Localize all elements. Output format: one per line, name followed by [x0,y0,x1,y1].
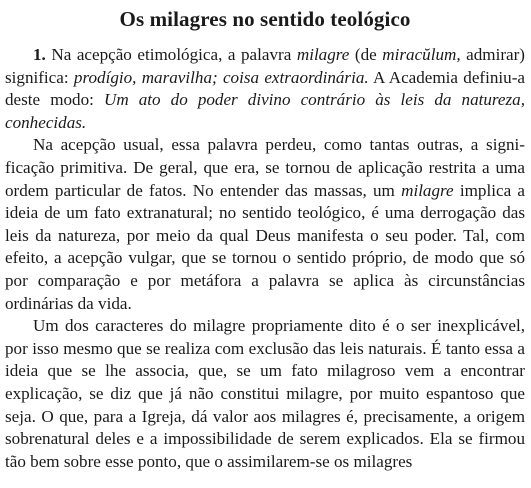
text-span: admirar) significa: [5,45,526,87]
text-span: A Academia definiu-a deste modo: [5,67,525,110]
italic-term: milagre [401,180,454,200]
text-span: implica a ideia de um fato extranatural; no sentido teológico, é uma derrogação das leis da natureza, por meio da qual Deus manifesta o seu poder. Tal, com efeito, a acepção vulgar, que se tornou o sentido próprio, de modo que só por comparação e por metáfora a palavra se aplica às circunstâncias ordinárias da vida. [5,180,525,313]
italic-term: milagre [296,45,350,64]
paragraph-2 [5,134,525,315]
text-span: Na acepção usual, essa palavra perdeu, como tantas outras, a significação primitiva. De geral, que era, se tornou de aplicação restrita a uma ordem particular de fatos. No entender das massas, um [5,135,525,200]
text-span: (de [349,45,383,64]
text-span: Na acepção etimológica, a palavra [45,45,297,64]
italic-quote: Um ato do poder divino contrário às leis da natureza, conhecidas. [5,90,525,132]
text-span: Um dos caracteres do milagre propriamente dito é o ser inexplicável, por isso mesmo que se realiza com exclusão das leis naturais. É tanto essa a ideia que se lhe associa, que, se um fato milagroso vem a encontrar explicação, se diz que já não constitui milagre, por muito espantoso que seja. O que, para a Igreja, dá valor aos milagres é, precisamente, a origem sobrenatural deles e a impossibilidade de serem explicados. Ela se firmou tão bem sobre esse ponto, que o assimilarem-se os milagres [5,316,525,471]
italic-term: prodígio, maravilha; coisa extraordinária. [73,67,369,87]
paragraph-1 [5,44,525,134]
page-title: Os milagres no sentido teológico [119,7,411,31]
italic-term: miracŭlum, [382,45,461,64]
paragraph-3 [5,315,525,473]
paragraph-number: 1. [33,45,46,64]
